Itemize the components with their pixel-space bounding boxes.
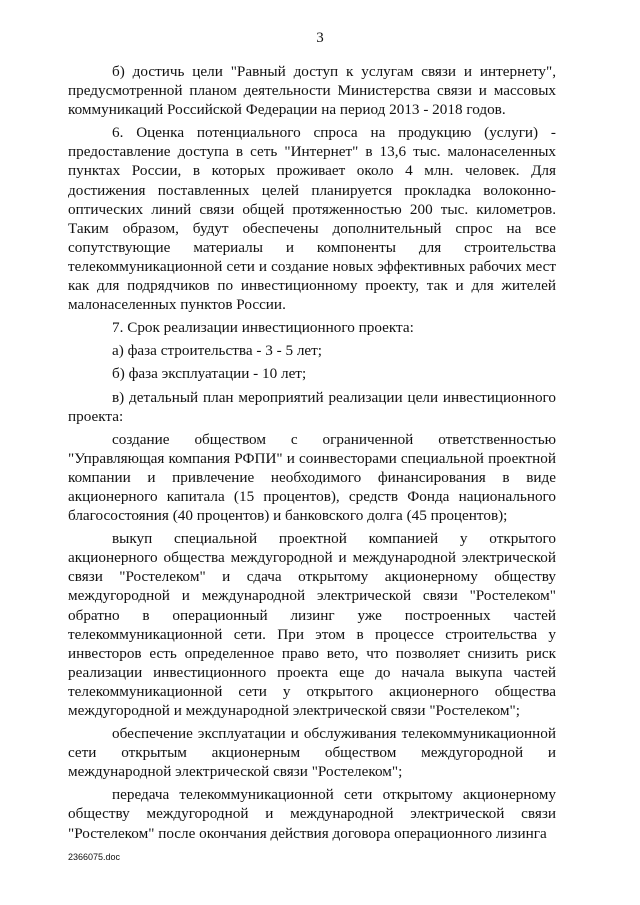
document-body <box>68 62 556 847</box>
paragraph-project-term: 7. Срок реализации инвестиционного проекта: <box>112 319 414 337</box>
page-number: 3 <box>316 30 324 46</box>
paragraph-goal-b: б) достичь цели "Равный доступ к услугам связи и интернету", предусмотренной планом деятельности Министерства связи и массовых коммуникаций Российской Федерации на период 2013 - 2018 годов. <box>68 63 556 119</box>
paragraph-company-creation: создание обществом с ограниченной ответственностью "Управляющая компания РФПИ" и соинвесторами специальной проектной компании и привлечение необходимого финансирования в виде акционерного капитала (15 процентов), средств Фонда национального благосостояния (40 процентов) и банковского долга (45 процентов); <box>68 430 556 525</box>
paragraph-demand-estimate: 6. Оценка потенциального спроса на продукцию (услуги) - предоставление доступа в сеть "Интернет" в 13,6 тыс. малонаселенных пунктах России, в которых проживает около 4 млн. человек. Для достижения поставленных целей планируется прокладка волоконно-оптических линий связи общей протяженностью 200 тыс. километров. Таким образом, будут обеспечены дополнительный спрос на все сопутствующие материалы и компоненты для строительства телекоммуникационной сети и создание новых эффективных рабочих мест как для подрядчиков по инвестиционному проекту, так и для жителей малонаселенных пунктов России. <box>68 124 556 314</box>
paragraph-buyout-leasing: выкуп специальной проектной компанией у открытого акционерного общества междугородной и международной электрической связи "Ростелеком" и сдача открытому акционерному обществу междугородной и международной электрической связи "Ростелеком" обратно в операционный лизинг уже построенных частей телекоммуникационной сети. При этом в процессе строительства у инвесторов есть определенное право вето, что позволяет снизить риск реализации инвестиционного проекта еще до начала выкупа частей телекоммуникационной сети у открытого акционерного общества междугородной и международной электрической связи "Ростелеком"; <box>68 530 556 719</box>
document-footer-filename: 2366075.doc <box>68 852 121 862</box>
paragraph-construction-phase: а) фаза строительства - 3 - 5 лет; <box>112 342 323 360</box>
paragraph-operation-maintenance: обеспечение эксплуатации и обслуживания телекоммуникационной сети открытым акционерным обществом междугородной и международной электрической связи "Ростелеком"; <box>68 725 556 781</box>
paragraph-detailed-plan: в) детальный план мероприятий реализации цели инвестиционного проекта: <box>68 388 556 425</box>
paragraph-network-transfer: передача телекоммуникационной сети открытому акционерному обществу междугородной и международной электрической связи "Ростелеком" после окончания действия договора операционного лизинга <box>68 786 556 842</box>
paragraph-operation-phase: б) фаза эксплуатации - 10 лет; <box>112 365 307 383</box>
